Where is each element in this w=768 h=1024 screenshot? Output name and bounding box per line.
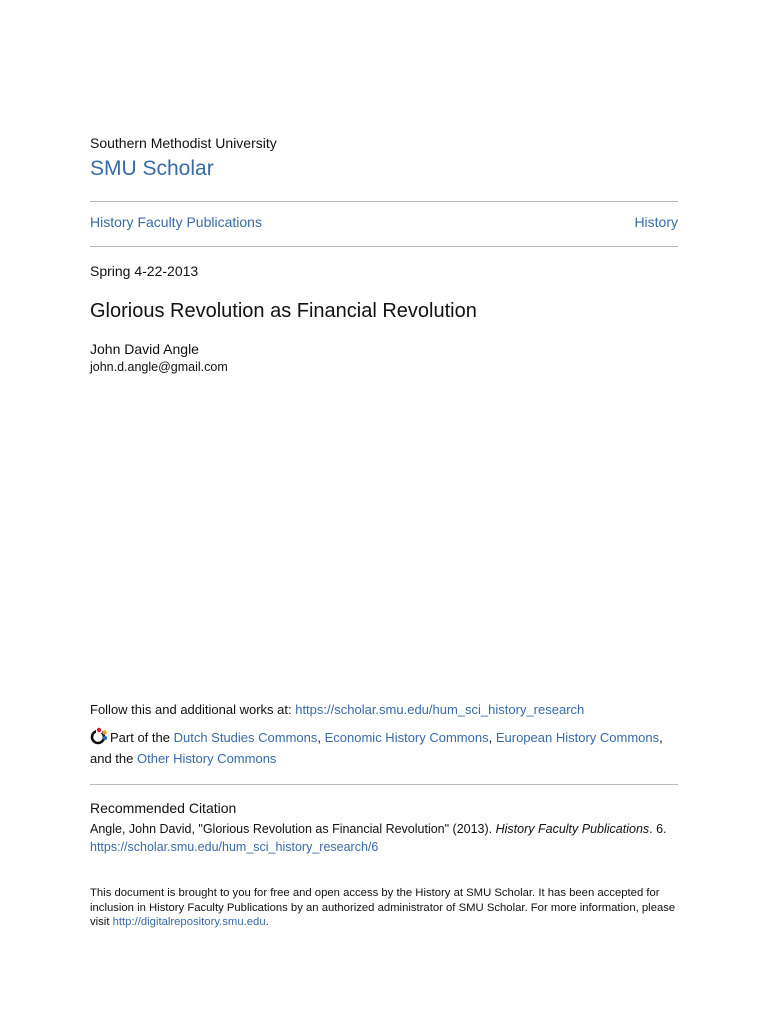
access-statement-text: This document is brought to you for free and open access by the History at SMU Scholar. It has been accepted for inclusion in History Faculty Publications by an authorized administrator of SMU Scholar. For more information, please visit	[90, 887, 676, 928]
repository-link[interactable]: SMU Scholar	[90, 157, 214, 180]
commons-link-dutch-studies[interactable]: Dutch Studies Commons	[173, 730, 318, 745]
citation-url-link[interactable]: https://scholar.smu.edu/hum_sci_history_research/6	[90, 840, 379, 854]
citation-body: Angle, John David, "Glorious Revolution as Financial Revolution" (2013).	[90, 822, 496, 836]
commons-link-other-history[interactable]: Other History Commons	[137, 751, 277, 766]
part-of-prefix: Part of the	[110, 730, 174, 745]
citation-number: . 6.	[649, 822, 667, 836]
cover-page	[90, 0, 678, 1024]
divider-nav	[90, 246, 678, 247]
separator: , and the	[90, 730, 663, 766]
divider-citation	[90, 784, 678, 785]
citation-text	[90, 820, 678, 856]
department-link[interactable]: History	[634, 214, 678, 230]
network-commons-icon	[90, 727, 108, 745]
commons-link-european-history[interactable]: European History Commons	[495, 730, 660, 745]
recommended-citation-heading: Recommended Citation	[90, 800, 237, 816]
divider-top	[90, 201, 678, 202]
citation-journal: History Faculty Publications	[495, 822, 650, 836]
publication-date: Spring 4-22-2013	[90, 263, 199, 279]
follow-works	[90, 702, 584, 717]
follow-prefix: Follow this and additional works at:	[90, 702, 296, 717]
author-email: john.d.angle@gmail.com	[90, 360, 228, 374]
separator: ,	[488, 730, 496, 745]
part-of-commons	[90, 727, 678, 769]
author-name: John David Angle	[90, 341, 199, 357]
institution-name: Southern Methodist University	[90, 135, 277, 151]
repository-url-link[interactable]: http://digitalrepository.smu.edu	[112, 916, 266, 928]
separator: ,	[317, 730, 325, 745]
commons-link-economic-history[interactable]: Economic History Commons	[324, 730, 489, 745]
access-statement-suffix: .	[265, 916, 269, 928]
collection-link[interactable]: History Faculty Publications	[90, 214, 262, 230]
access-statement	[90, 886, 678, 930]
article-title: Glorious Revolution as Financial Revolution	[90, 300, 477, 322]
collection-url-link[interactable]: https://scholar.smu.edu/hum_sci_history_research	[295, 702, 585, 717]
